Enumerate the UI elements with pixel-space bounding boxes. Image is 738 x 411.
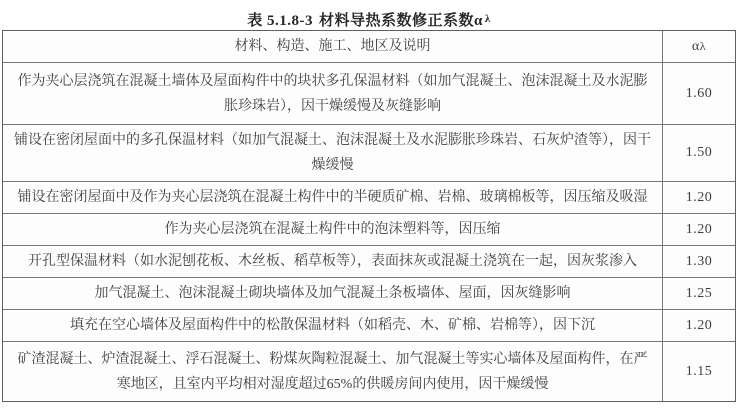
material-description-cell: 矿渣混凝土、炉渣混凝土、浮石混凝土、粉煤灰陶粒混凝土、加气混凝土等实心墙体及屋面构件，在严寒地区，且室内平均相对湿度超过65%的供暖房间内使用，因干燥缓慢 [3,342,663,401]
coefficient-value-cell: 1.30 [685,253,713,269]
material-description-cell: 作为夹心层浇筑在混凝土构件中的泡沫塑料等，因压缩 [3,214,663,245]
table-row [3,181,735,213]
table-row [3,62,735,124]
material-description-cell: 开孔型保温材料（如水泥刨花板、木丝板、稻草板等），表面抹灰或混凝土浇筑在一起，因灰浆渗入 [3,246,663,277]
table-row [3,124,735,181]
material-description-cell: 铺设在密闭屋面中及作为夹心层浇筑在混凝土构件中的半硬质矿棉、岩棉、玻璃棉板等，因压缩及吸湿 [3,182,663,213]
alpha-symbol: α [473,13,483,29]
coefficient-value-cell: 1.15 [685,363,713,379]
lambda-symbol: λ [699,39,707,53]
coefficient-value-cell: 1.20 [685,189,713,205]
table-header-row [3,31,735,62]
material-description-cell: 作为夹心层浇筑在混凝土墙体及屋面构件中的块状多孔保温材料（如加气混凝土、泡沫混凝土及水泥膨胀珍珠岩），因干燥缓慢及灰缝影响 [3,63,663,124]
table-row [3,245,735,277]
correction-coefficient-table [2,30,736,402]
coefficient-value-cell: 1.50 [685,145,713,160]
table-row [3,341,735,401]
table-row [3,213,735,245]
alpha-symbol: α [691,38,700,54]
coefficient-value-cell: 1.60 [685,85,713,101]
material-description-cell: 填充在空心墙体及屋面构件中的松散保温材料（如稻壳、木、矿棉、岩棉等），因下沉 [3,310,663,341]
coefficient-value-cell: 1.25 [685,285,713,301]
material-description-cell: 加气混凝土、泡沫混凝土砌块墙体及加气混凝土条板墙体、屋面，因灰缝影响 [3,278,663,309]
table-title-text: 材料导热系数修正系数 [318,13,474,29]
table-row [3,277,735,309]
header-description-cell: 材料、构造、施工、地区及说明 [3,31,663,62]
lambda-symbol: λ [484,13,491,25]
header-coefficient-cell [663,31,735,62]
coefficient-value-cell: 1.20 [685,317,713,333]
table-row [3,309,735,341]
table-title-number: 表 5.1.8-3 [247,13,313,29]
coefficient-value-cell: 1.20 [685,221,713,237]
material-description-cell: 铺设在密闭屋面中的多孔保温材料（如加气混凝土、泡沫混凝土及水泥膨胀珍珠岩、石灰炉渣等），因干燥缓慢 [3,125,663,181]
table-title [0,0,738,30]
